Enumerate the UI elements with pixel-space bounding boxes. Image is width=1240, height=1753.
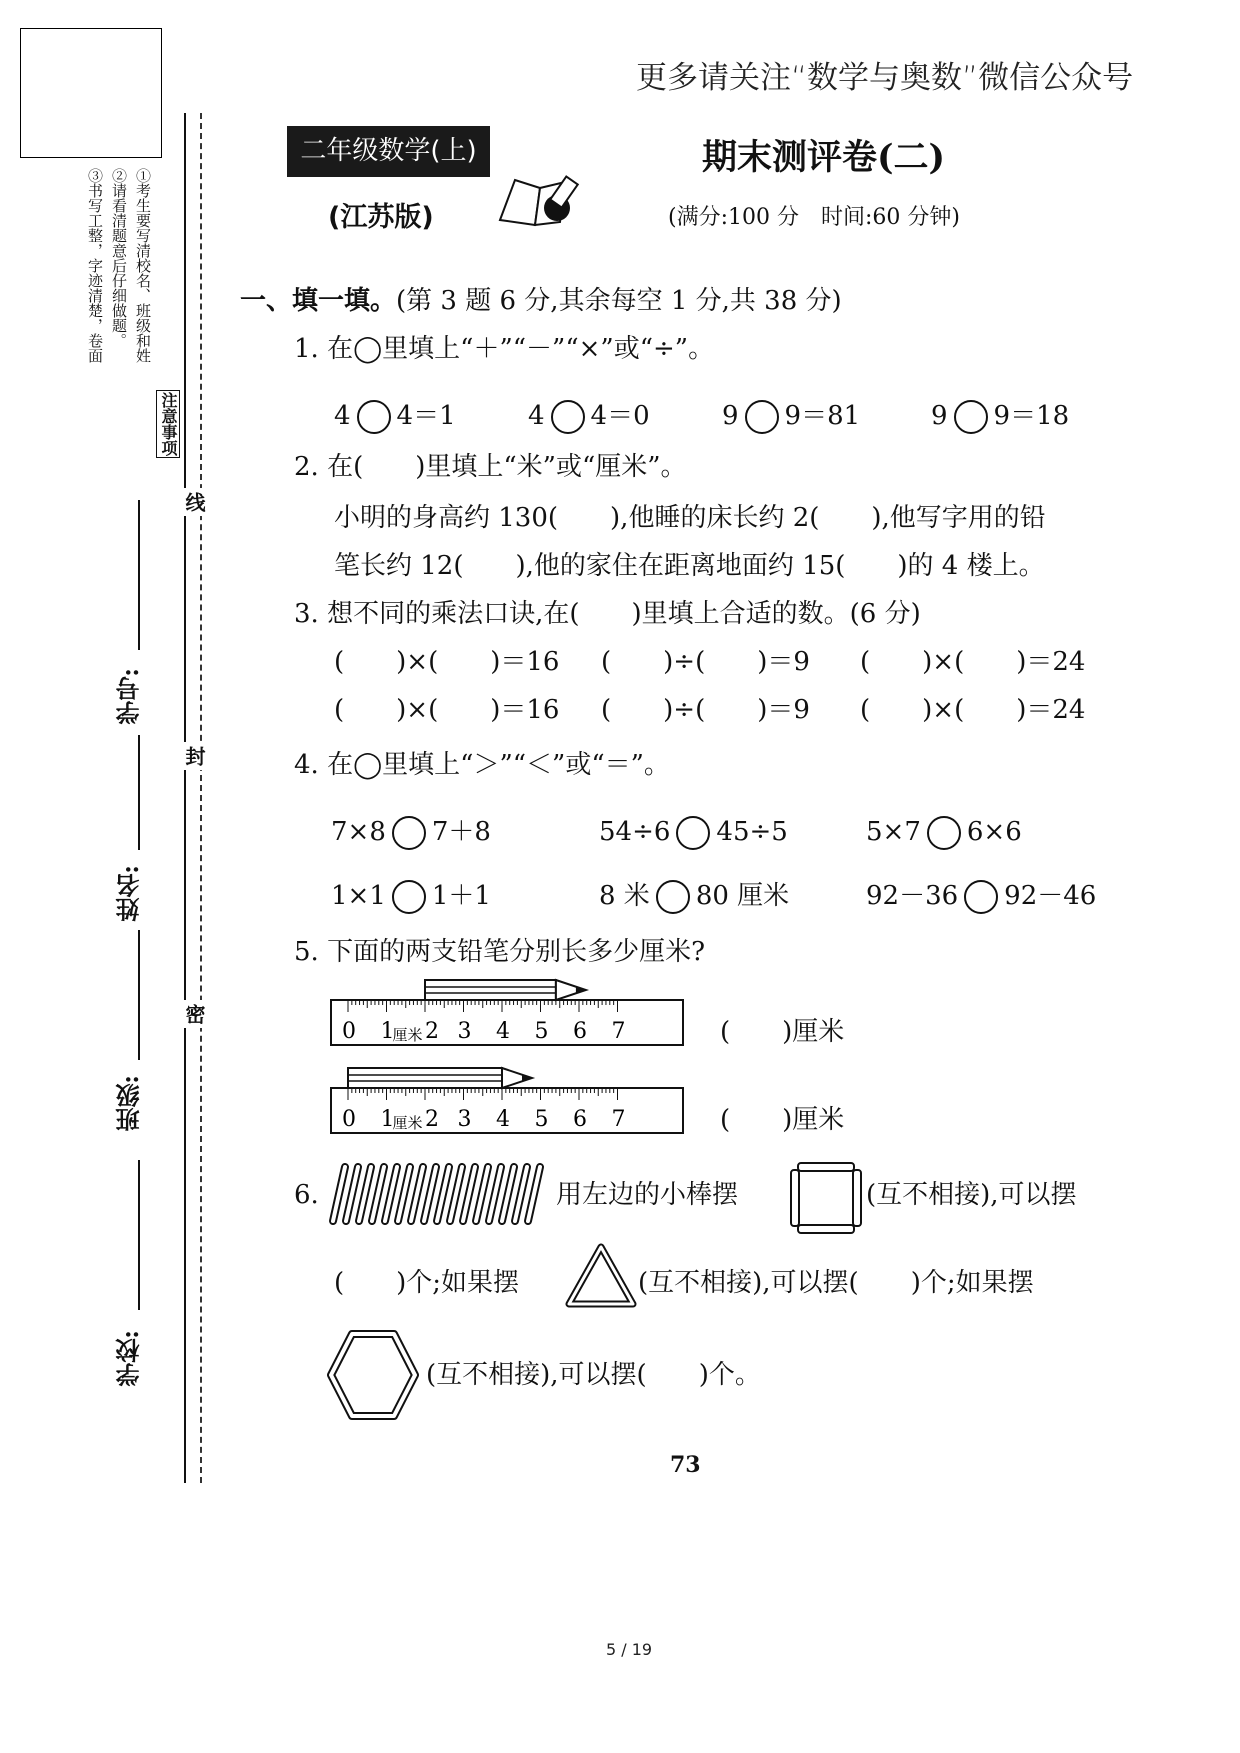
q2-prompt: 2. 在( )里填上“米”或“厘米”。 (294, 452, 687, 482)
exam-info: (满分:100 分 时间:60 分钟) (668, 205, 960, 230)
answer-circle[interactable] (676, 816, 710, 850)
q6-line2a: ( )个;如果摆 (334, 1268, 520, 1298)
ruler-number: 5 (534, 1107, 549, 1132)
edition-label: (江苏版) (328, 202, 434, 233)
q3-cell[interactable]: ( )×( )＝16 (334, 695, 560, 725)
q3-cell[interactable]: ( )×( )＝24 (860, 647, 1086, 677)
ruler-number: 6 (573, 1107, 587, 1132)
q5-answer-1[interactable]: ( )厘米 (720, 1017, 845, 1047)
q6-number: 6. (294, 1180, 319, 1210)
q1-item: 4 4＝1 (334, 400, 456, 434)
notes-tag: 注意事项 (156, 390, 180, 458)
square-icon (788, 1160, 864, 1236)
q3-cell[interactable]: ( )×( )＝24 (860, 695, 1086, 725)
q4-item: 7×8 7＋8 (331, 816, 491, 850)
photo-box (20, 28, 162, 158)
ruler-number: 4 (496, 1019, 510, 1044)
student-id-field[interactable] (138, 500, 140, 650)
ruler-number: 1 (380, 1019, 395, 1044)
seal-mark-secret: 密 (183, 1000, 205, 1028)
triangle-icon (563, 1242, 639, 1312)
ruler-number: 2 (425, 1107, 439, 1132)
ruler-number: 0 (342, 1019, 356, 1044)
sticks-icon (327, 1163, 549, 1225)
binding-line (184, 113, 186, 1483)
q4-item: 5×7 6×6 (866, 816, 1022, 850)
ruler-number: 7 (611, 1107, 626, 1132)
q6-line3: (互不相接),可以摆( )个。 (426, 1360, 761, 1390)
note-3: ③书写工整，字迹清楚，卷面 (86, 168, 104, 363)
promo-text: 更多请关注“数学与奥数”微信公众号 (636, 60, 1134, 96)
page-indicator: 5 / 19 (606, 1640, 653, 1659)
ruler-number: 7 (611, 1019, 626, 1044)
school-field[interactable] (138, 1160, 140, 1310)
hexagon-icon (326, 1328, 420, 1422)
answer-circle[interactable] (392, 816, 426, 850)
seal-mark-seal: 封 (183, 742, 205, 770)
q6-text1: 用左边的小棒摆 (556, 1180, 739, 1210)
answer-circle[interactable] (357, 400, 391, 434)
q4-item: 92－36 92－46 (866, 880, 1096, 914)
section-heading (240, 280, 842, 317)
cut-line (200, 113, 202, 1483)
q3-prompt: 3. 想不同的乘法口诀,在( )里填上合适的数。(6 分) (294, 599, 921, 629)
ruler-unit: 厘米 (392, 1026, 423, 1044)
ruler-number: 1 (380, 1107, 395, 1132)
q4-item: 8 米 80 厘米 (599, 880, 789, 914)
q4-item: 54÷6 45÷5 (599, 816, 788, 850)
student-id-label: 学号: (115, 668, 144, 725)
ruler-number: 5 (534, 1019, 549, 1044)
q2-line1: 小明的身高约 130( ),他睡的床长约 2( ),他写字用的铅 (334, 503, 1046, 533)
class-label: 班级: (115, 1075, 144, 1132)
answer-circle[interactable] (964, 880, 998, 914)
answer-circle[interactable] (745, 400, 779, 434)
note-1: ①考生要写清校名、班级和姓 (134, 168, 152, 363)
section-note: (第 3 题 6 分,其余每空 1 分,共 38 分) (396, 286, 842, 316)
page-title: 期末测评卷(二) (702, 137, 946, 178)
note-2: ②请看清题意后仔细做题。 (110, 168, 128, 348)
q3-cell[interactable]: ( )÷( )＝9 (601, 695, 810, 725)
ruler-number: 2 (425, 1019, 439, 1044)
q2-line2: 笔长约 12( ),他的家住在距离地面约 15( )的 4 楼上。 (334, 551, 1045, 581)
grade-badge: 二年级数学(上) (287, 126, 490, 177)
ruler-with-pencil-2 (330, 1063, 690, 1138)
q5-answer-2[interactable]: ( )厘米 (720, 1105, 845, 1135)
ruler-number: 0 (342, 1107, 356, 1132)
q3-cell[interactable]: ( )÷( )＝9 (601, 647, 810, 677)
q4-prompt: 4. 在◯里填上“＞”“＜”或“＝”。 (294, 750, 670, 780)
name-label: 姓名: (115, 865, 144, 922)
ruler-with-pencil-1 (330, 975, 690, 1050)
q6-text2: (互不相接),可以摆 (866, 1180, 1077, 1210)
school-label: 学校: (115, 1330, 144, 1387)
ruler-number: 6 (573, 1019, 587, 1044)
notes (84, 168, 180, 458)
q3-cell[interactable]: ( )×( )＝16 (334, 647, 560, 677)
ruler-number: 3 (457, 1019, 472, 1044)
seal-mark-line: 线 (183, 488, 205, 516)
answer-circle[interactable] (954, 400, 988, 434)
pencil (425, 980, 586, 1000)
ruler-unit: 厘米 (392, 1114, 423, 1132)
pencil (348, 1068, 532, 1088)
q6-line2b: (互不相接),可以摆( )个;如果摆 (638, 1268, 1034, 1298)
q1-item: 4 4＝0 (528, 400, 650, 434)
answer-circle[interactable] (551, 400, 585, 434)
book-icon (495, 170, 595, 230)
q1-item: 9 9＝18 (931, 400, 1069, 434)
answer-circle[interactable] (656, 880, 690, 914)
q1-prompt: 1. 在◯里填上“＋”“－”“×”或“÷”。 (294, 334, 715, 364)
answer-circle[interactable] (392, 880, 426, 914)
ruler-number: 3 (457, 1107, 472, 1132)
class-field[interactable] (138, 930, 140, 1060)
name-field[interactable] (138, 735, 140, 850)
answer-circle[interactable] (927, 816, 961, 850)
section-number: 一、填一填。 (240, 286, 397, 316)
q1-item: 9 9＝81 (722, 400, 860, 434)
page-number: 73 (670, 1452, 701, 1478)
q4-item: 1×1 1＋1 (331, 880, 491, 914)
q5-prompt: 5. 下面的两支铅笔分别长多少厘米? (294, 937, 706, 967)
ruler-number: 4 (496, 1107, 510, 1132)
